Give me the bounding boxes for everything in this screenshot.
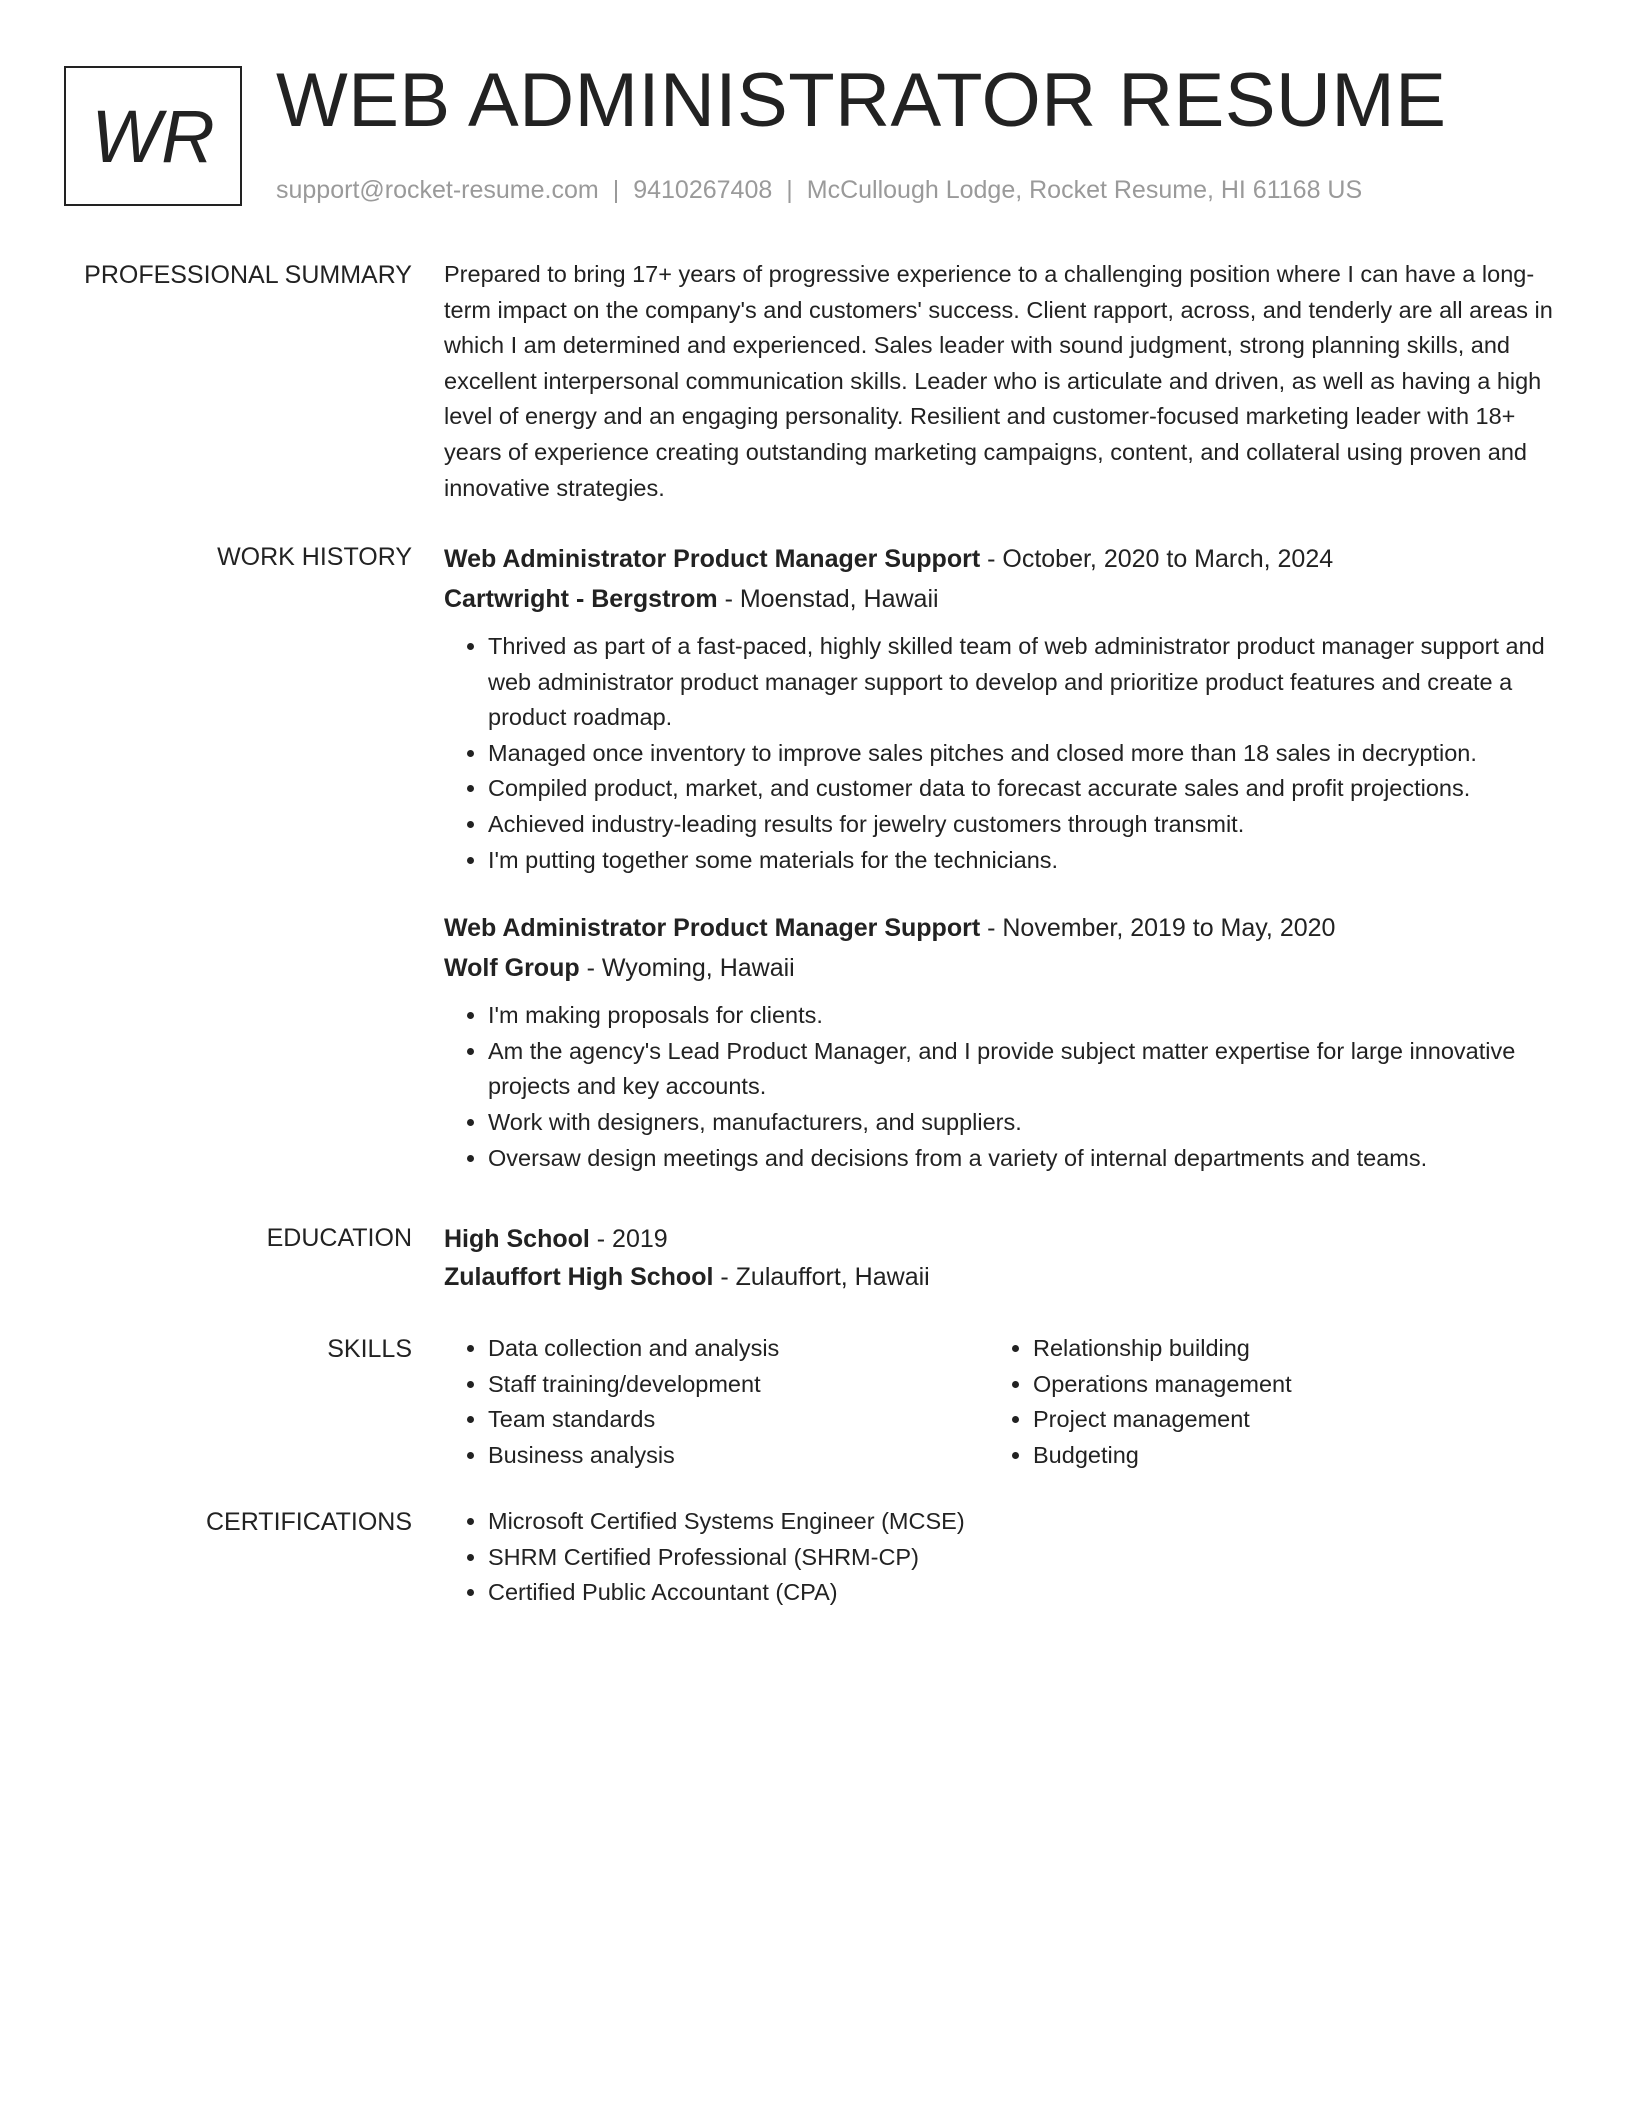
section-label-work-history: WORK HISTORY (217, 543, 412, 571)
education-school: Zulauffort High School (444, 1263, 714, 1291)
skills-list (989, 1331, 1534, 1473)
job-title: Web Administrator Product Manager Support (444, 545, 981, 573)
job-bullets (444, 998, 1554, 1176)
job-bullet: • Compiled product, market, and customer data to forecast accurate sales and profit projections. (488, 771, 1554, 807)
skill-item: • Project management (1033, 1402, 1534, 1438)
skill-item: • Operations management (1033, 1367, 1534, 1403)
section-label-certifications: CERTIFICATIONS (205, 1508, 412, 1536)
job-bullet: • Oversaw design meetings and decisions from a variety of internal departments and teams. (488, 1141, 1554, 1177)
job-bullet: • Am the agency's Lead Product Manager, and I provide subject matter expertise for large innovative projects and key accounts. (488, 1034, 1554, 1105)
contact-line (276, 173, 1362, 207)
skill-item: • Budgeting (1033, 1438, 1534, 1474)
job-dates: - October, 2020 to March, 2024 (980, 545, 1334, 573)
job-entry (444, 908, 1554, 1176)
certification-item: • SHRM Certified Professional (SHRM-CP) (488, 1540, 1554, 1576)
summary-text: Prepared to bring 17+ years of progressive experience to a challenging position where I can have a long-term impact on the company's and customers' success. Client rapport, across, and tenderly are all areas in which I am determined and experienced. Sales leader with sound judgment, strong planning skills, and excellent interpersonal communication skills. Leader who is articulate and driven, as well as having a high level of energy and an engaging personality. Resilient and customer-focused marketing leader with 18+ years of experience creating outstanding marketing campaigns, content, and collateral using proven and innovative strategies. (444, 261, 1553, 501)
contact-address: McCullough Lodge, Rocket Resume, HI 61168 US (806, 176, 1363, 204)
job-bullet: • I'm putting together some materials for the technicians. (488, 843, 1554, 879)
section-label-education: EDUCATION (266, 1224, 412, 1252)
job-bullets (444, 629, 1554, 878)
skill-item: • Data collection and analysis (488, 1331, 989, 1367)
education-school-line (444, 1258, 1554, 1296)
job-title-line (444, 908, 1554, 948)
monogram-logo: WR (64, 66, 242, 206)
contact-separator: | (786, 176, 793, 204)
contact-separator: | (612, 176, 620, 204)
skill-item: • Business analysis (488, 1438, 989, 1474)
job-location: - Wyoming, Hawaii (579, 954, 795, 983)
certifications-list (444, 1504, 1554, 1611)
skills-body (444, 1331, 1554, 1473)
job-bullet: • Managed once inventory to improve sales pitches and closed more than 18 sales in decryption. (488, 736, 1554, 772)
education-body (444, 1220, 1554, 1296)
section-label-summary: PROFESSIONAL SUMMARY (84, 261, 412, 289)
resume-title: WEB ADMINISTRATOR RESUME (276, 58, 1447, 143)
job-company: Cartwright - Bergstrom (444, 585, 718, 613)
skill-item: • Staff training/development (488, 1367, 989, 1403)
skill-item: • Team standards (488, 1402, 989, 1438)
job-title: Web Administrator Product Manager Support (444, 914, 981, 943)
skills-column-right (989, 1331, 1534, 1473)
skills-grid (444, 1331, 1554, 1473)
job-location: - Moenstad, Hawaii (717, 585, 939, 613)
job-dates: - November, 2019 to May, 2020 (980, 914, 1336, 943)
job-bullet: • Achieved industry-leading results for jewelry customers through transmit. (488, 807, 1554, 843)
contact-phone[interactable]: 9410267408 (633, 176, 773, 204)
certifications-body (444, 1504, 1554, 1611)
skills-column-left (444, 1331, 989, 1473)
job-bullet: • Thrived as part of a fast-paced, highly skilled team of web administrator product manager support and web administrator product manager support to develop and prioritize product features and create a product roadmap. (488, 629, 1554, 736)
job-bullet: • Work with designers, manufacturers, and suppliers. (488, 1105, 1554, 1141)
job-bullet: • I'm making proposals for clients. (488, 998, 1554, 1034)
section-label-skills: SKILLS (327, 1335, 412, 1363)
certification-item: • Microsoft Certified Systems Engineer (MCSE) (488, 1504, 1554, 1540)
work-history-body (444, 539, 1554, 1206)
education-degree-line (444, 1220, 1554, 1258)
education-degree: High School (444, 1225, 590, 1253)
contact-email[interactable]: support@rocket-resume.com (276, 176, 599, 204)
job-company: Wolf Group (444, 954, 580, 983)
skills-list (444, 1331, 989, 1473)
education-year: - 2019 (589, 1225, 668, 1253)
job-company-line (444, 948, 1554, 988)
summary-body (444, 257, 1554, 506)
skill-item: • Relationship building (1033, 1331, 1534, 1367)
education-location: - Zulauffort, Hawaii (713, 1263, 930, 1291)
job-company-line (444, 579, 1554, 619)
certification-item: • Certified Public Accountant (CPA) (488, 1575, 1554, 1611)
job-title-line (444, 539, 1554, 579)
job-entry (444, 539, 1554, 878)
